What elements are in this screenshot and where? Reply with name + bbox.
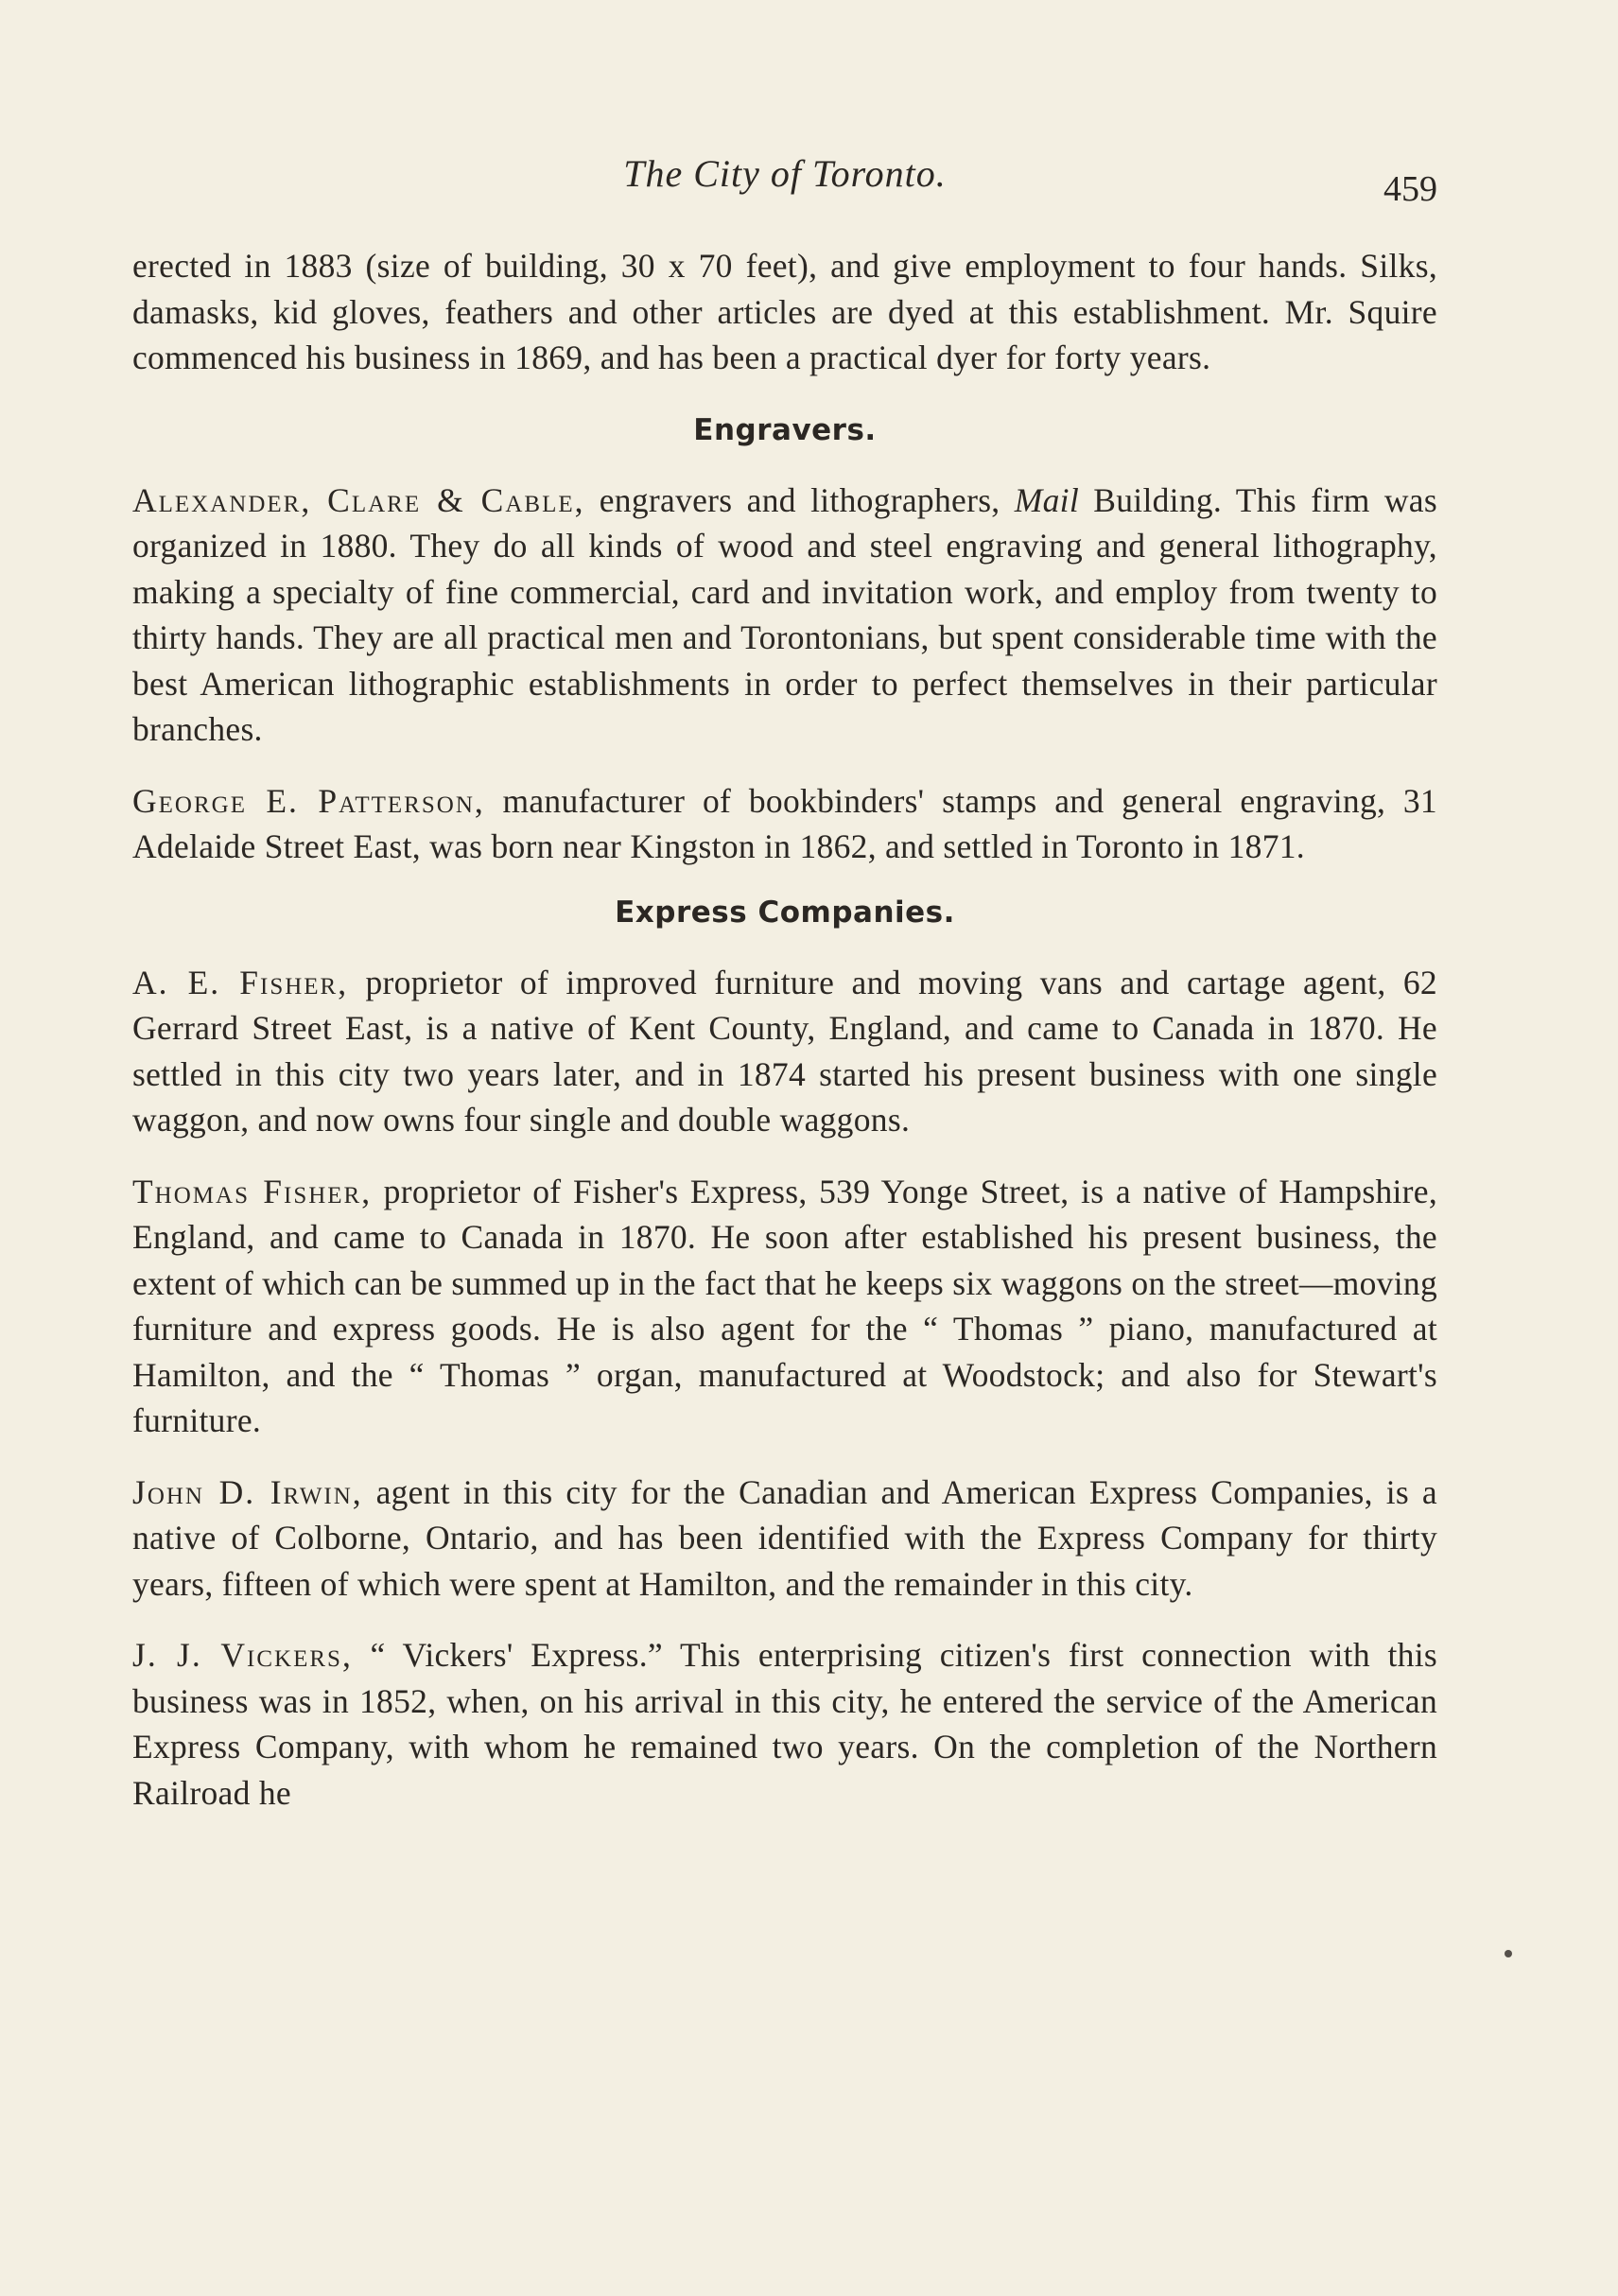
page-number: 459: [1383, 169, 1437, 209]
entry-name: Thomas Fisher,: [132, 1172, 373, 1210]
entry-j-j-vickers: [132, 1632, 1437, 1816]
intro-paragraph: erected in 1883 (size of building, 30 x 70 feet), and give employment to four hands. Silks, damasks, kid gloves, feathers and other articles are dyed at this establishment. Mr. Squire commenced his business in 1869, and has been a practical dyer for forty years.: [132, 247, 1437, 376]
entry-italic-text: Mail: [1014, 480, 1079, 519]
entry-text: manufacturer of bookbinders' stamps and general engraving, 31 Adelaide Street East, was born near Kingston in 1862, and settled in Toronto in 1871.: [132, 781, 1437, 865]
entry-text: proprietor of Fisher's Express, 539 Yonge Street, is a native of Hampshire, England, and came to Canada in 1870. He soon after established his present business, the extent of which can be summed up in the fact that he keeps six waggons on the street—moving furniture and express goods. He is also agent for the “ Thomas ” piano, manufactured at Hamilton, and the “ Thomas ” organ, manufactured at Woodstock; and also for Stewart's furniture.: [132, 1172, 1438, 1439]
entry-text: agent in this city for the Canadian and American Express Companies, is a native of Colborne, Ontario, and has been identified with the Express Company for thirty years, fifteen of which were spent at Hamilton, and the remainder in this city.: [132, 1472, 1437, 1603]
ink-speck-decoration: [1505, 1950, 1512, 1957]
entry-name: J. J. Vickers,: [132, 1636, 353, 1674]
entry-george-e-patterson: [132, 778, 1437, 870]
section-heading-engravers: Engravers.: [693, 412, 877, 447]
entry-name: George E. Patterson,: [132, 781, 485, 820]
running-header: [132, 151, 1437, 208]
entry-alexander-clare-cable: [132, 478, 1437, 753]
entry-text: “ Vickers' Express.” This enterprising citizen's first connection with this business was in 1852, when, on his arrival in this city, he entered the service of the American Express Company, with whom he remained two years. On the completion of the Northern Railroad he: [132, 1636, 1438, 1812]
entry-john-d-irwin: [132, 1470, 1437, 1608]
entry-text: proprietor of improved furniture and moving vans and cartage agent, 62 Gerrard Street East, is a native of Kent County, England, and came to Canada in 1870. He settled in this city two years later, and in 1874 started his present business with one single waggon, and now owns four single and double waggons.: [132, 963, 1437, 1139]
entry-name: Alexander, Clare & Cable,: [132, 480, 585, 519]
entry-a-e-fisher: [132, 960, 1437, 1143]
entry-text: Building. This firm was organized in 1880. They do all kinds of wood and steel engraving and general lithography, making a specialty of fine commercial, card and invitation work, and employ from twenty to thirty hands. They are all practical men and Torontonians, but spent considerable time with the best American lithographic establishments in order to perfect themselves in their particular branches.: [132, 480, 1437, 748]
running-title: The City of Toronto.: [623, 152, 947, 195]
entry-name: A. E. Fisher,: [132, 963, 349, 1001]
entry-text: engravers and lithographers,: [584, 480, 1015, 519]
entry-thomas-fisher: [132, 1169, 1437, 1444]
body-text: [132, 243, 1437, 1841]
entry-name: John D. Irwin,: [132, 1472, 363, 1511]
section-heading-express-companies: Express Companies.: [615, 895, 955, 930]
